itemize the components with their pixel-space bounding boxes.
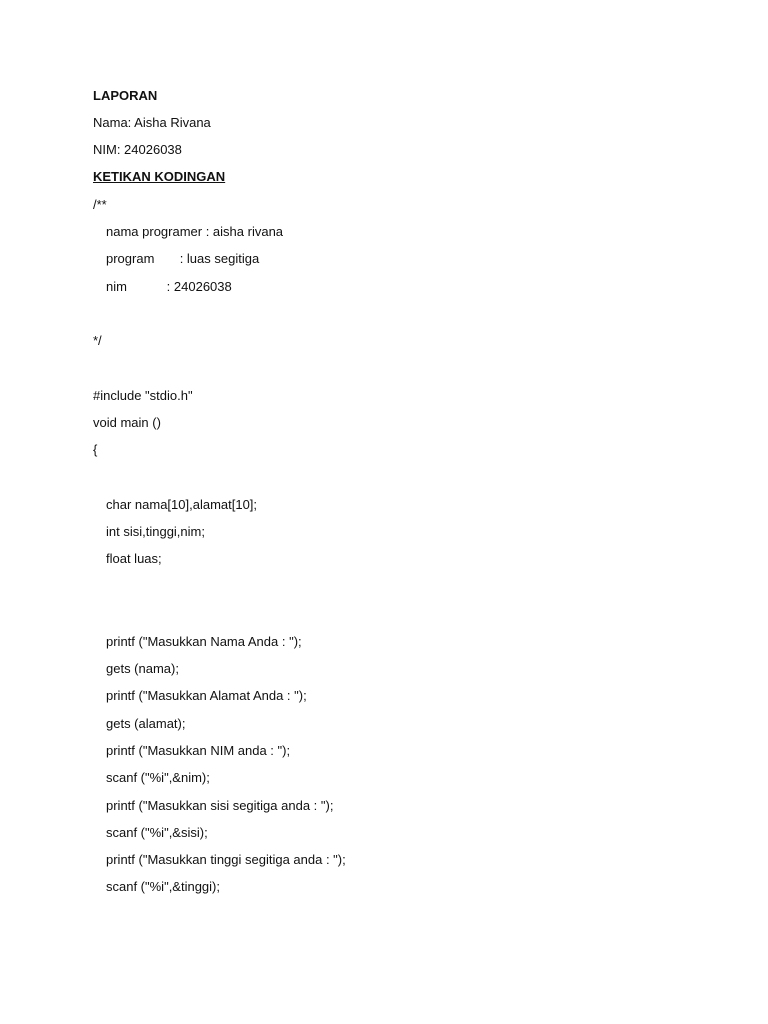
- code-decl-int: int sisi,tinggi,nim;: [106, 524, 205, 539]
- code-include: #include "stdio.h": [93, 388, 193, 403]
- code-statement: scanf ("%i",&sisi);: [106, 825, 208, 840]
- code-decl-char: char nama[10],alamat[10];: [106, 497, 258, 512]
- code-brace-open: {: [93, 442, 98, 457]
- code-statement: gets (alamat);: [106, 716, 186, 731]
- code-decl-float: float luas;: [106, 551, 162, 566]
- code-statement: printf ("Masukkan NIM anda : ");: [106, 743, 291, 758]
- code-statement: printf ("Masukkan tinggi segitiga anda : ");: [106, 852, 346, 867]
- code-comment-close: */: [93, 333, 102, 348]
- code-comment-programmer: nama programer : aisha rivana: [106, 224, 284, 239]
- document-title: LAPORAN: [93, 88, 158, 103]
- code-statement: printf ("Masukkan Alamat Anda : ");: [106, 688, 307, 703]
- code-main-decl: void main (): [93, 415, 161, 430]
- code-statement: printf ("Masukkan Nama Anda : ");: [106, 634, 302, 649]
- code-comment-nim: nim : 24026038: [106, 279, 232, 294]
- code-statement: gets (nama);: [106, 661, 179, 676]
- student-nim: NIM: 24026038: [93, 142, 182, 157]
- section-heading: KETIKAN KODINGAN: [93, 169, 226, 184]
- code-comment-program: program : luas segitiga: [106, 251, 260, 266]
- code-statement: scanf ("%i",&nim);: [106, 770, 210, 785]
- code-statement: scanf ("%i",&tinggi);: [106, 879, 220, 894]
- code-comment-open: /**: [93, 197, 107, 212]
- student-name: Nama: Aisha Rivana: [93, 115, 211, 130]
- code-statement: printf ("Masukkan sisi segitiga anda : ");: [106, 798, 334, 813]
